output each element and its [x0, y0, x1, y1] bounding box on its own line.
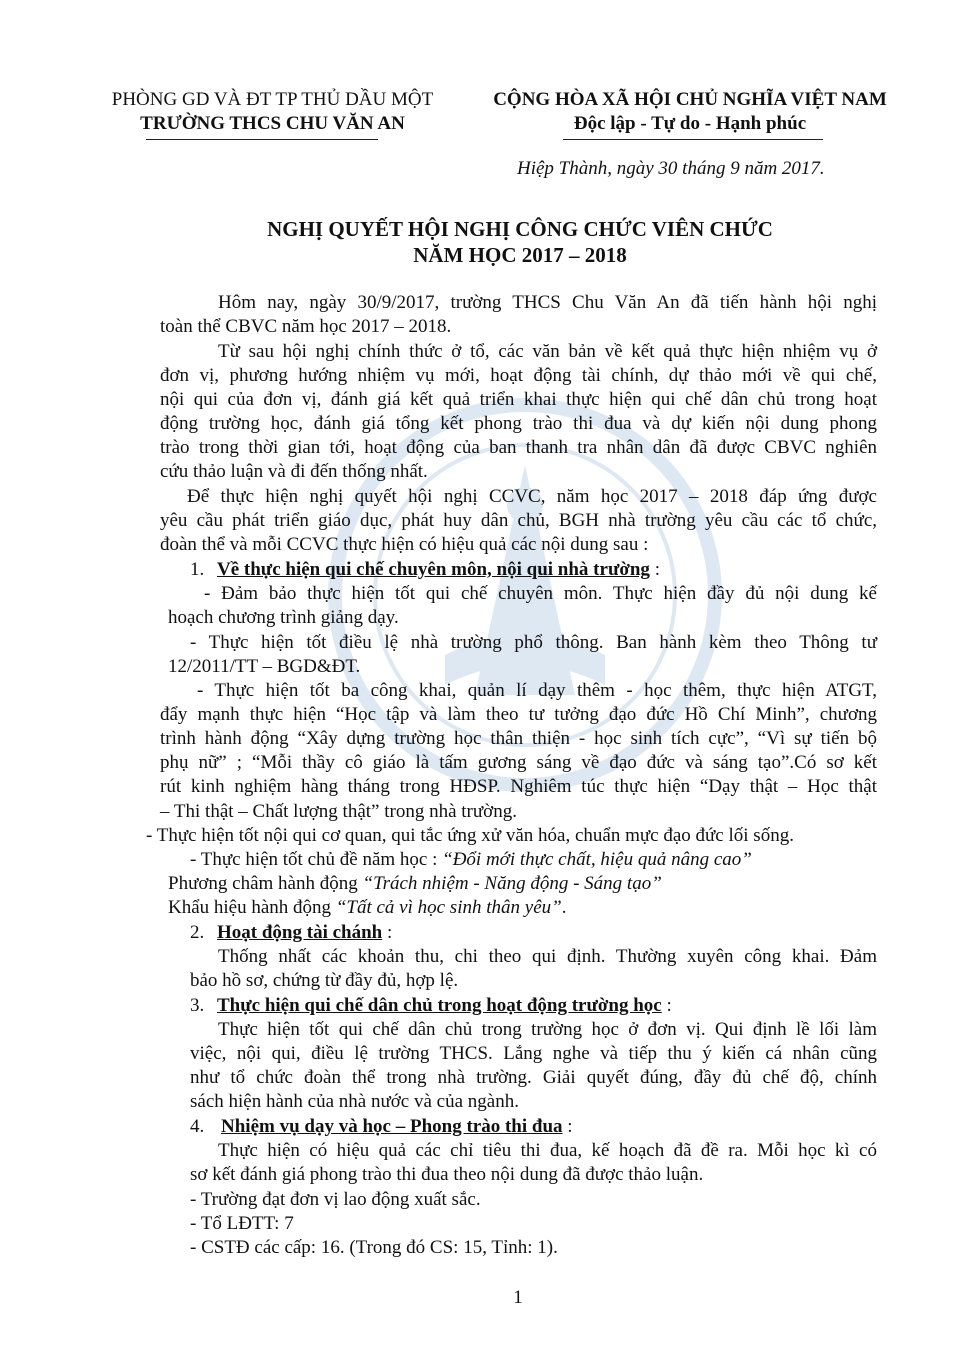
document-title-line1: NGHỊ QUYẾT HỘI NGHỊ CÔNG CHỨC VIÊN CHỨC — [267, 217, 773, 241]
bullet-line: - Tổ LĐTT: 7 — [190, 1213, 294, 1234]
bullet-line: phụ nữ” ; “Mỗi thầy cô giáo là tấm gương sáng về đạo đức và sáng tạo”.Có sơ kết — [160, 752, 877, 773]
bullet-line: hoạch chương trình giảng dạy. — [168, 607, 399, 628]
section-2-heading — [190, 922, 392, 944]
date-line: Hiệp Thành, ngày 30 tháng 9 năm 2017. — [517, 158, 825, 179]
bullet-line: - CSTĐ các cấp: 16. (Trong đó CS: 15, Tỉnh: 1). — [190, 1237, 558, 1258]
paragraph-line: bảo hồ sơ, chứng từ đầy đủ, hợp lệ. — [190, 970, 459, 991]
bullet-line: đẩy mạnh thực hiện “Học tập và làm theo tư tưởng đạo đức Hồ Chí Minh”, chương — [160, 704, 877, 725]
paragraph-line: động trường học, đánh giá tổng kết phong trào thi đua và dự kiến nội dung phong — [160, 413, 877, 434]
slogan-line — [168, 897, 566, 919]
national-title: CỘNG HÒA XÃ HỘI CHỦ NGHĨA VIỆT NAM — [493, 89, 887, 110]
section-title: Thực hiện qui chế dân chủ trong hoạt động trường học — [217, 995, 662, 1016]
paragraph-line: đoàn thể và mỗi CCVC thực hiện có hiệu quả các nội dung sau : — [160, 534, 649, 555]
section-colon: : — [661, 995, 672, 1016]
bullet-line: - Thực hiện tốt điều lệ nhà trường phổ thông. Ban hành kèm theo Thông tư — [190, 632, 877, 653]
left-header-underline — [146, 139, 378, 140]
paragraph-line: cứu thảo luận và đi đến thống nhất. — [160, 461, 428, 482]
section-3-heading — [190, 995, 672, 1017]
bullet-line: 12/2011/TT – BGD&ĐT. — [168, 656, 361, 677]
paragraph-line: Thực hiện có hiệu quả các chỉ tiêu thi đua, kế hoạch đã đề ra. Mỗi học kì có — [218, 1140, 877, 1161]
section-number: 1. — [190, 559, 205, 580]
motto-quote: “Trách nhiệm - Năng động - Sáng tạo” — [362, 873, 662, 894]
paragraph-line: toàn thể CBVC năm học 2017 – 2018. — [160, 316, 452, 337]
slogan-end: . — [561, 897, 567, 918]
paragraph-line: Hôm nay, ngày 30/9/2017, trường THCS Chu Văn An đã tiến hành hội nghị — [218, 292, 877, 313]
bullet-line: - Thực hiện tốt ba công khai, quản lí dạy thêm - học thêm, thực hiện ATGT, — [197, 680, 877, 701]
motto-lead: Phương châm hành động — [168, 873, 363, 894]
slogan-lead: Khẩu hiệu hành động — [168, 897, 336, 918]
motto-line — [168, 873, 662, 895]
right-header-underline — [563, 139, 823, 140]
paragraph-line: Thực hiện tốt qui chế dân chủ trong trường học ở đơn vị. Qui định lề lối làm — [218, 1019, 877, 1040]
agency-name: PHÒNG GD VÀ ĐT TP THỦ DẦU MỘT — [111, 89, 434, 110]
bullet-line: - Thực hiện tốt nội qui cơ quan, qui tắc ứng xử văn hóa, chuẩn mực đạo đức lối sống. — [146, 825, 794, 846]
paragraph-line: Để thực hiện nghị quyết hội nghị CCVC, năm học 2017 – 2018 đáp ứng được — [187, 486, 877, 507]
paragraph-line: trào trong thời gian tới, hoạt động của ban thanh tra nhân dân đã được CBVC nghiên — [160, 437, 877, 458]
school-name: TRƯỜNG THCS CHU VĂN AN — [140, 113, 405, 134]
section-number: 3. — [190, 995, 205, 1016]
paragraph-line: đơn vị, phương hướng nhiệm vụ mới, hoạt động tài chính, dự thảo mới về qui chế, — [160, 365, 877, 386]
section-number: 2. — [190, 922, 205, 943]
bullet-lead: - Thực hiện tốt chủ đề năm học : — [190, 849, 443, 870]
section-1-heading — [190, 559, 660, 581]
page-number: 1 — [513, 1287, 523, 1308]
bullet-line: - Trường đạt đơn vị lao động xuất sắc. — [190, 1189, 481, 1210]
section-4-heading — [190, 1116, 573, 1138]
paragraph-line: Từ sau hội nghị chính thức ở tổ, các văn bản về kết quả thực hiện nhiệm vụ ở — [218, 341, 877, 362]
section-title: Về thực hiện qui chế chuyên môn, nội qui nhà trường — [217, 559, 650, 580]
bullet-line: - Đảm bảo thực hiện tốt qui chế chuyên môn. Thực hiện đầy đủ nội dung kế — [204, 583, 877, 604]
section-title: Nhiệm vụ dạy và học – Phong trào thi đua — [221, 1116, 563, 1137]
paragraph-line: sơ kết đánh giá phong trào thi đua theo nội dung đã được thảo luận. — [190, 1164, 704, 1185]
yearly-theme-quote: “Đổi mới thực chất, hiệu quả nâng cao” — [442, 849, 752, 870]
section-colon: : — [649, 559, 660, 580]
paragraph-line: nội qui của đơn vị, đánh giá kết quả triển khai thực hiện qui chế dân chủ trong hoạt — [160, 389, 877, 410]
document-title-line2: NĂM HỌC 2017 – 2018 — [413, 243, 627, 267]
bullet-line: – Thi thật – Chất lượng thật” trong nhà trường. — [160, 801, 517, 822]
section-colon: : — [562, 1116, 573, 1137]
bullet-line: trình hành động “Xây dựng trường học thân thiện - học sinh tích cực”, “Vì sự tiến bộ — [160, 728, 877, 749]
paragraph-line: việc, nội qui, điều lệ trường THCS. Lắng nghe và tiếp thu ý kiến cá nhân cũng — [190, 1043, 877, 1064]
slogan-quote: “Tất cả vì học sinh thân yêu” — [335, 897, 562, 918]
bullet-line: rút kinh nghiệm hàng tháng trong HĐSP. Nghiêm túc thực hiện “Dạy thật – Học thật — [160, 776, 877, 797]
paragraph-line: như tổ chức đoàn thể trong nhà trường. Giải quyết đúng, đầy đủ chế độ, chính — [190, 1067, 877, 1088]
paragraph-line: Thống nhất các khoản thu, chi theo qui định. Thường xuyên công khai. Đảm — [218, 946, 877, 967]
bullet-line — [190, 849, 752, 871]
paragraph-line: sách hiện hành của nhà nước và của ngành. — [190, 1091, 519, 1112]
section-title: Hoạt động tài chánh — [217, 922, 383, 943]
national-motto: Độc lập - Tự do - Hạnh phúc — [573, 113, 807, 134]
paragraph-line: yêu cầu phát triển giáo dục, phát huy dân chủ, BGH nhà trường yêu cầu các tổ chức, — [160, 510, 877, 531]
section-colon: : — [382, 922, 393, 943]
section-number: 4. — [190, 1116, 205, 1137]
